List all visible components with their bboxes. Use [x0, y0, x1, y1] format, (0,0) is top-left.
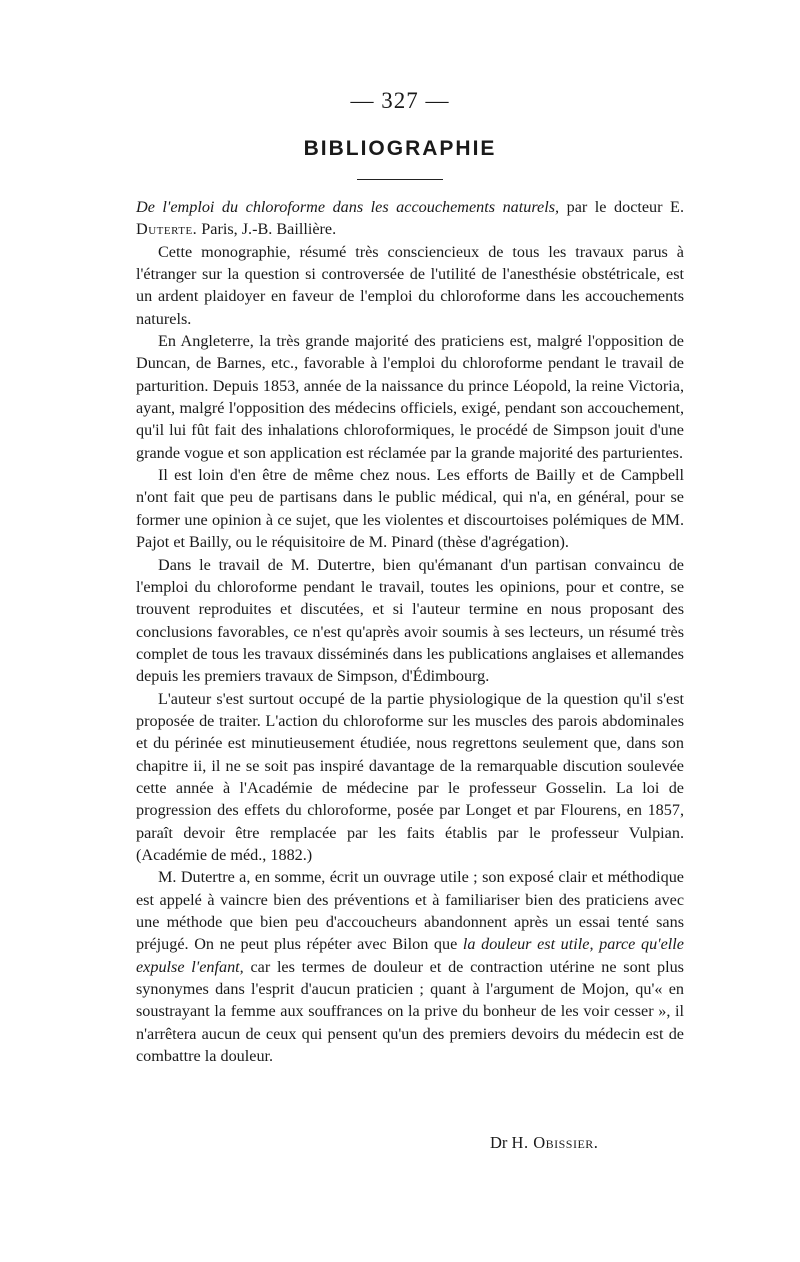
- page-number: — 327 —: [350, 88, 450, 113]
- signature-prefix: Dr: [490, 1133, 508, 1152]
- paragraph: Cette monographie, résumé très consciencieux de tous les travaux parus à l'étranger sur la question si controversée de l'utilité de l'anesthésie obstétricale, est un ardent plaidoyer en faveur de l'emploi du chloroforme dans les accouchements naturels.: [136, 242, 684, 328]
- signature: [490, 1133, 598, 1153]
- article-body: [136, 196, 684, 1067]
- conclusion-text-start: M. Dutertre a, en somme, écrit un ouvrage utile ; son exposé clair et méthodique est appelé à vaincre bien des préventions et à familiariser bien des praticiens avec une méthode que bien peu d'accoucheurs abandonnent après un essai tenté sans préjugé. On ne peut plus répéter avec Bilon que: [136, 868, 684, 954]
- paragraph: L'auteur s'est surtout occupé de la partie physiologique de la question qu'il s'est proposée de traiter. L'action du chloroforme sur les muscles des parois abdominales et du périnée est minutieusement étudiée, nous regrettons seulement que, dans son chapitre ii, il ne se soit pas inspiré davantage de la remarquable discution soulevée cette année à l'Académie de médecine par le professeur Gosselin. La loi de progression des effets du chloroforme, posée par Longet et par Flourens, en 1857, paraît devoir être remplacée par les faits établis par le professeur Vulpian. (Académie de méd., 1882.): [136, 689, 684, 864]
- paragraph: En Angleterre, la très grande majorité des praticiens est, malgré l'opposition de Duncan, de Barnes, etc., favorable à l'emploi du chloroforme pendant le travail de parturition. Depuis 1853, année de la naissance du prince Léopold, la reine Victoria, ayant, malgré l'opposition des médecins officiels, exigé, pendant son accouchement, qu'il lui fût fait des inhalations chloroformiques, le procédé de Simpson jouit d'une grande vogue et son application est réclamée par la grande majorité des parturientes.: [136, 332, 684, 462]
- reference-author-name: Duterte.: [136, 220, 198, 239]
- reference-title: De l'emploi du chloroforme dans les accouchements naturels,: [136, 198, 560, 216]
- conclusion-quote: la douleur est utile, parce qu'elle expulse l'enfant,: [136, 935, 684, 976]
- signature-name: H. Obissier.: [511, 1133, 599, 1152]
- section-title: BIBLIOGRAPHIE: [303, 137, 497, 160]
- reference-publisher: Paris, J.-B. Baillière.: [197, 220, 337, 239]
- paragraph-conclusion: [136, 866, 684, 1067]
- bibliographic-reference: [136, 196, 684, 241]
- paragraph: Il est loin d'en être de même chez nous. Les efforts de Bailly et de Campbell n'ont fait que peu de partisans dans le public médical, qui n'a, en général, pour se former une opinion à ce sujet, que les violentes et discourtoises polémiques de MM. Pajot et Bailly, ou le réquisitoire de M. Pinard (thèse d'agrégation).: [136, 466, 684, 552]
- reference-author-prefix: par le docteur E.: [559, 198, 684, 216]
- title-divider: [357, 179, 443, 180]
- conclusion-text-end: car les termes de douleur et de contraction utérine ne sont plus synonymes dans l'esprit d'aucun praticien ; quant à l'argument de Mojon, qu'« en soustrayant la femme aux souffrances on la prive du bonheur de les voir cesser », il n'arrêtera aucun de ceux qui pensent qu'un des premiers devoirs du médecin est de combattre la douleur.: [136, 957, 684, 1066]
- paragraph: Dans le travail de M. Dutertre, bien qu'émanant d'un partisan convaincu de l'emploi du chloroforme pendant le travail, toutes les opinions, pour et contre, se trouvent reproduites et discutées, et si l'auteur termine en nous proposant des conclusions favorables, ce n'est qu'après avoir soumis à ses lecteurs, un résumé très complet de tous les travaux disséminés dans les publications anglaises et allemandes depuis les premiers travaux de Simpson, d'Édimbourg.: [136, 555, 684, 686]
